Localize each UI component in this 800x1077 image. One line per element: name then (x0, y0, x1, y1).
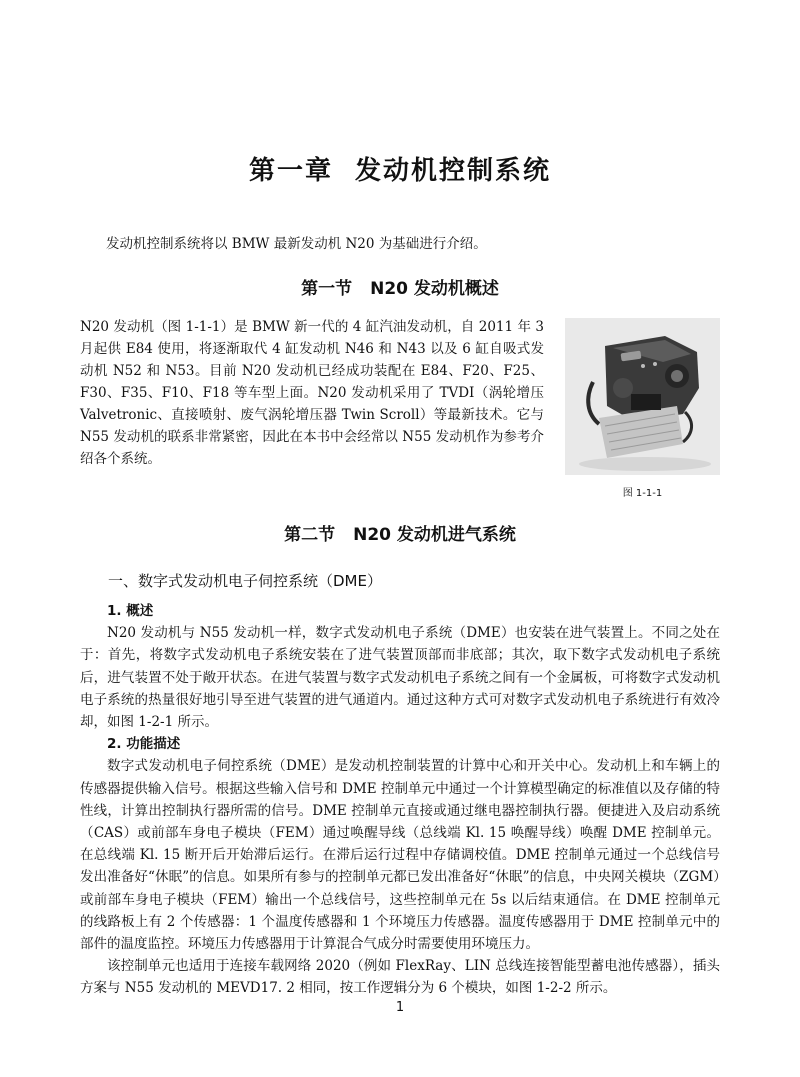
figure-caption: 图 1-1-1 (622, 488, 663, 499)
page-number: 1 (395, 1000, 405, 1015)
section-1-label: 第一节 (301, 279, 353, 299)
item-3-paragraph: 该控制单元也适用于连接车载网络 2020（例如 FlexRay、LIN 总线连接智能型蓄电池传感器），插头方案与 N55 发动机的 MEVD17. 2 相同，按工作逻辑分为 6 个模块，如图 1-2-2 所示。 (80, 958, 720, 997)
section-1-paragraph: N20 发动机（图 1-1-1）是 BMW 新一代的 4 缸汽油发动机，自 2011 年 3 月起供 E84 使用，将逐渐取代 4 缸发动机 N46 和 N43 以及 6 缸自吸式发动机 N52 和 N53。目前 N20 发动机已经成功装配在 E84、F20、F25、F30、F35、F10、F18 等车型上面。N20 发动机采用了 TVDI（涡轮增压 Valvetronic、直接喷射、废气涡轮增压器 Twin Scroll）等最新技术。它与 N55 发动机的联系非常紧密，因此在本书中会经常以 N55 发动机作为参考介绍各个系统。 (80, 319, 544, 467)
item-2-paragraph: 数字式发动机电子伺控系统（DME）是发动机控制装置的计算中心和开关中心。发动机上和车辆上的传感器提供输入信号。根据这些输入信号和 DME 控制单元中通过一个计算模型确定的标准值以及存储的特性线，计算出控制执行器所需的信号。DME 控制单元直接或通过继电器控制执行器。便捷进入及启动系统（CAS）或前部车身电子模块（FEM）通过唤醒导线（总线端 Kl. 15 唤醒导线）唤醒 DME 控制单元。在总线端 Kl. 15 断开后开始滞后运行。在滞后运行过程中存储调校值。DME 控制单元通过一个总线信号发出准备好“休眠”的信息。如果所有参与的控制单元都已发出准备好“休眠”的信息，中央网关模块（ZGM）或前部车身电子模块（FEM）输出一个总线信号，这些控制单元在 5s 以后结束通信。在 DME 控制单元的线路板上有 2 个传感器：1 个温度传感器和 1 个环境压力传感器。温度传感器用于 DME 控制单元中的部件的温度监控。环境压力传感器用于计算混合气成分时需要使用环境压力。 (80, 758, 720, 953)
item-1-paragraph: N20 发动机与 N55 发动机一样，数字式发动机电子系统（DME）也安装在进气装置上。不同之处在于：首先，将数字式发动机电子系统安装在了进气装置顶部而非底部；其次，取下数字式发动机电子系统后，进气装置不处于敞开状态。在进气装置与数字式发动机电子系统之间有一个金属板，可将数字式发动机电子系统的热量很好地引导至进气装置的进气通道内。通过这种方式可对数字式发动机电子系统进行有效冷却，如图 1-2-1 所示。 (80, 625, 720, 731)
engine-figure (565, 318, 720, 475)
section-2-body (80, 600, 720, 1000)
section-1-title (0, 274, 800, 299)
chapter-title (0, 150, 800, 187)
section-2-title (0, 520, 800, 545)
chapter-name: 发动机控制系统 (355, 156, 552, 186)
chapter-label: 第一章 (248, 156, 333, 186)
intro-text: 发动机控制系统将以 BMW 最新发动机 N20 为基础进行介绍。 (106, 236, 487, 252)
item-2-title: 2. 功能描述 (107, 736, 181, 753)
subsection-heading: 一、数字式发动机电子伺控系统（DME） (108, 572, 382, 590)
section-2-name: N20 发动机进气系统 (353, 525, 516, 545)
section-2-label: 第二节 (284, 525, 336, 545)
section-1-name: N20 发动机概述 (370, 279, 499, 299)
engine-illustration (565, 318, 720, 475)
item-1-title: 1. 概述 (107, 603, 154, 619)
